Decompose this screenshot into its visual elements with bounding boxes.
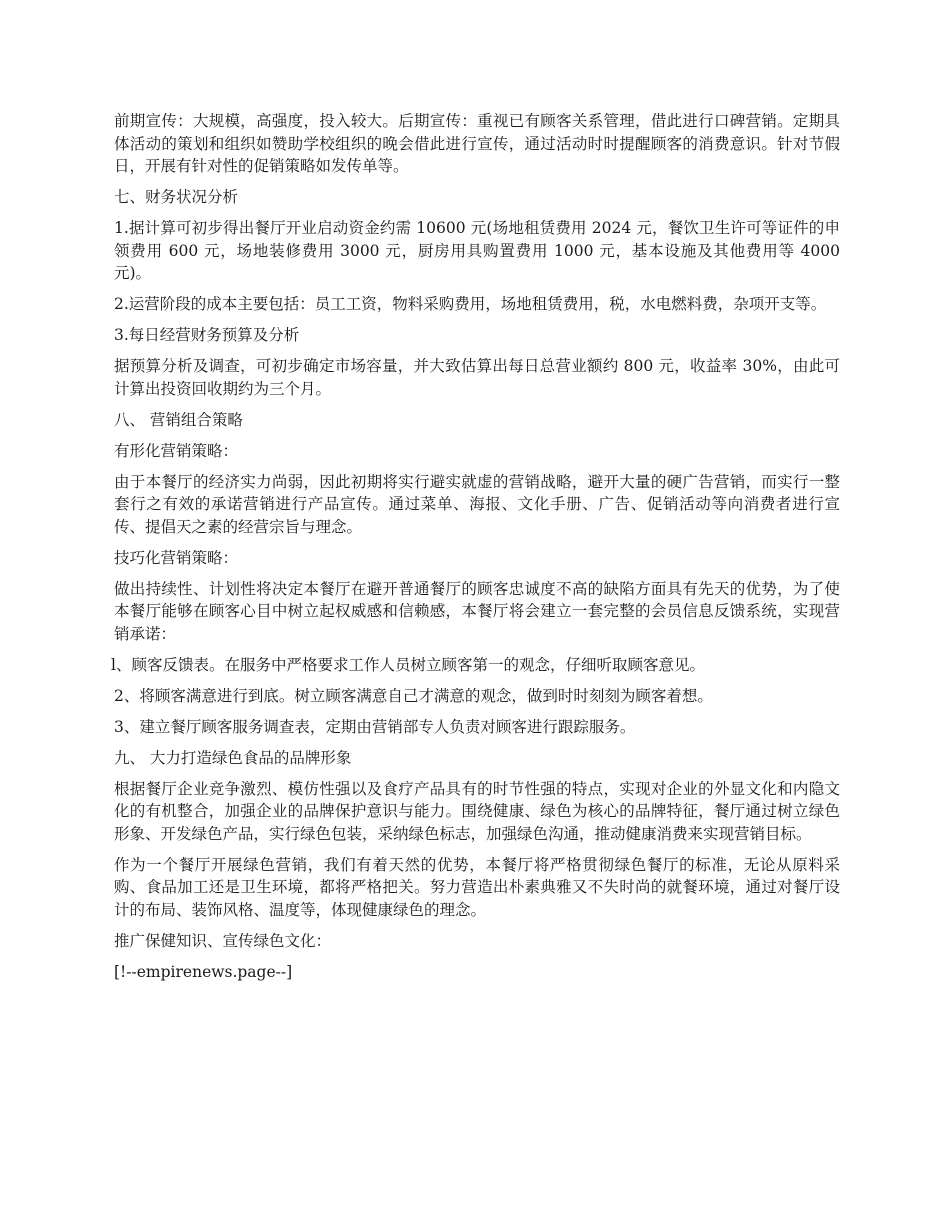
- paragraph-promotion: 前期宣传：大规模，高强度，投入较大。后期宣传：重视已有顾客关系管理，借此进行口碑营销。定期具体活动的策划和组织如赞助学校组织的晚会借此进行宣传，通过活动时时提醒顾客的消费意识。针对节假日，开展有针对性的促销策略如发传单等。: [114, 112, 840, 175]
- paragraph-operating-costs: 2.运营阶段的成本主要包括：员工工资，物料采购费用，场地租赁费用，税，水电燃料费，杂项开支等。: [114, 295, 827, 313]
- list-item-service-survey: 3、建立餐厅顾客服务调查表，定期由营销部专人负责对顾客进行跟踪服务。: [114, 717, 636, 736]
- section-heading-green-brand: 九、 大力打造绿色食品的品牌形象: [114, 748, 352, 767]
- paragraph-budget-analysis: 据预算分析及调查，可初步确定市场容量，并大致估算出每日总营业额约 800 元，收益率 30%，由此可计算出投资回收期约为三个月。: [114, 357, 840, 398]
- subheading-skill-marketing: 技巧化营销策略：: [114, 548, 239, 567]
- document-page: [111, 110, 840, 992]
- subheading-tangible-marketing: 有形化营销策略：: [114, 441, 239, 460]
- subheading-daily-budget: 3.每日经营财务预算及分析: [114, 326, 300, 344]
- page-break-marker: [!--empirenews.page--]: [114, 962, 293, 981]
- paragraph-green-marketing: 作为一个餐厅开展绿色营销，我们有着天然的优势，本餐厅将严格贯彻绿色餐厅的标准，无论从原料采购、食品加工还是卫生环境，都将严格把关。努力营造出朴素典雅又不失时尚的就餐环境，通过对餐厅设计的布局、装饰风格、温度等，体现健康绿色的理念。: [114, 855, 840, 919]
- list-item-feedback-form: l、顾客反馈表。在服务中严格要求工作人员树立顾客第一的观念，仔细听取顾客意见。: [111, 655, 705, 674]
- paragraph-skill-marketing: 做出持续性、计划性将决定本餐厅在避开普通餐厅的顾客忠诚度不高的缺陷方面具有先天的优势，为了使本餐厅能够在顾客心目中树立起权威感和信赖感，本餐厅将会建立一套完整的会员信息反馈系统，实现营销承诺：: [114, 579, 840, 643]
- list-item-customer-satisfaction: 2、将顾客满意进行到底。树立顾客满意自己才满意的观念，做到时时刻刻为顾客着想。: [114, 686, 713, 705]
- paragraph-tangible-marketing: 由于本餐厅的经济实力尚弱，因此初期将实行避实就虚的营销战略，避开大量的硬广告营销，而实行一整套行之有效的承诺营销进行产品宣传。通过菜单、海报、文化手册、广告、促销活动等向消费者进行宣传、提倡天之素的经营宗旨与理念。: [114, 472, 840, 536]
- section-heading-finance: 七、财务状况分析: [114, 188, 239, 206]
- paragraph-startup-capital: 1.据计算可初步得出餐厅开业启动资金约需 10600 元(场地租赁费用 2024 元，餐饮卫生许可等证件的申领费用 600 元，场地装修费用 3000 元，厨房用具购置费用 1000 元，基本设施及其他费用等 4000 元)。: [114, 219, 840, 282]
- section-heading-marketing-mix: 八、 营销组合策略: [114, 410, 243, 429]
- paragraph-green-brand: 根据餐厅企业竞争激烈、模仿性强以及食疗产品具有的时节性强的特点，实现对企业的外显文化和内隐文化的有机整合，加强企业的品牌保护意识与能力。围绕健康、绿色为核心的品牌特征，餐厅通过树立绿色形象、开发绿色产品，实行绿色包装，采纳绿色标志，加强绿色沟通，推动健康消费来实现营销目标。: [114, 779, 840, 843]
- subheading-health-knowledge: 推广保健知识、宣传绿色文化：: [114, 931, 332, 950]
